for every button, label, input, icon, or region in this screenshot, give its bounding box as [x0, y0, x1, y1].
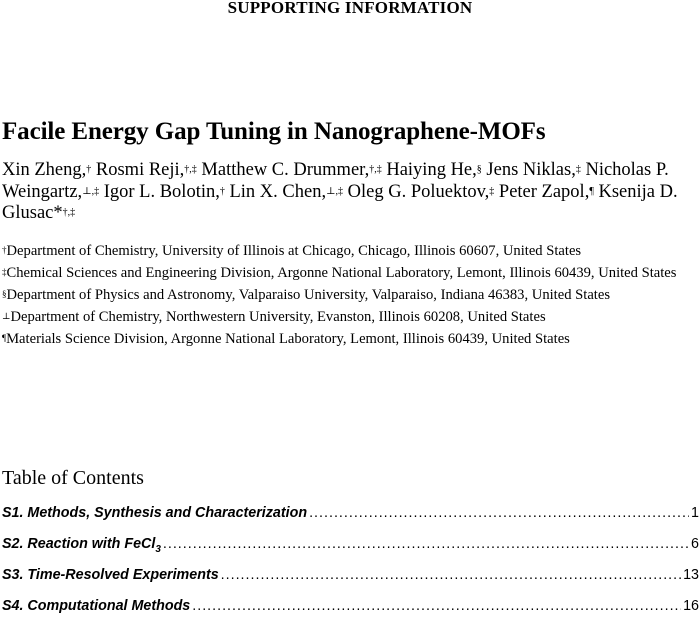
- toc-entry-page: 16: [683, 598, 699, 614]
- toc-leader-dots: [309, 505, 689, 521]
- toc-entry-label: S2. Reaction with FeCl$_3$: [2, 536, 161, 555]
- author: Rosmi Reji,†,‡: [95, 160, 197, 180]
- toc-leader-dots: [221, 567, 681, 583]
- supporting-information-header: SUPPORTING INFORMATION: [227, 0, 473, 17]
- affiliation: ‡Chemical Sciences and Engineering Division, Argonne National Laboratory, Lemont, Illinois 60439, United States: [2, 265, 677, 281]
- toc-leader-dots: [163, 536, 689, 552]
- author: Ksenija D. Glusac*†,‡: [2, 181, 678, 223]
- author: Lin X. Chen,⊥,‡: [229, 181, 343, 202]
- toc-entry-page: 1: [691, 505, 699, 521]
- author: Jens Niklas,‡: [486, 160, 581, 180]
- toc-entry-label: S4. Computational Methods: [2, 598, 191, 614]
- author: Peter Zapol,¶: [498, 181, 594, 202]
- affiliation: ¶Materials Science Division, Argonne National Laboratory, Lemont, Illinois 60439, United States: [2, 331, 570, 347]
- author-list: [2, 160, 694, 225]
- toc-entry-page: 6: [691, 536, 699, 552]
- author: Igor L. Bolotin,†: [103, 181, 225, 202]
- toc-entry-label: S1. Methods, Synthesis and Characterization: [2, 505, 308, 521]
- author: Haiying He,§: [386, 160, 482, 180]
- affiliation-list: [2, 240, 700, 350]
- author: Matthew C. Drummer,†,‡: [201, 160, 382, 180]
- toc-entry-page: 13: [683, 567, 699, 583]
- author: Xin Zheng,†: [2, 160, 92, 180]
- table-of-contents: [2, 505, 699, 629]
- toc-entry-label: S3. Time-Resolved Experiments: [2, 567, 219, 583]
- toc-leader-dots: [192, 598, 681, 614]
- affiliation: †Department of Chemistry, University of Illinois at Chicago, Chicago, Illinois 60607, United States: [2, 243, 582, 259]
- affiliation: §Department of Physics and Astronomy, Valparaiso University, Valparaiso, Indiana 46383, United States: [2, 287, 611, 303]
- author: Nicholas P. Weingartz,⊥,‡: [2, 160, 669, 202]
- toc-entry[interactable]: [2, 505, 699, 536]
- toc-entry[interactable]: [2, 536, 699, 567]
- paper-title: Facile Energy Gap Tuning in Nanographene-MOFs: [2, 118, 546, 145]
- affiliation: ⊥Department of Chemistry, Northwestern University, Evanston, Illinois 60208, United States: [2, 309, 546, 325]
- toc-entry[interactable]: [2, 598, 699, 629]
- author: Oleg G. Poluektov,‡: [347, 181, 495, 202]
- toc-entry[interactable]: [2, 567, 699, 598]
- toc-heading: Table of Contents: [2, 467, 144, 489]
